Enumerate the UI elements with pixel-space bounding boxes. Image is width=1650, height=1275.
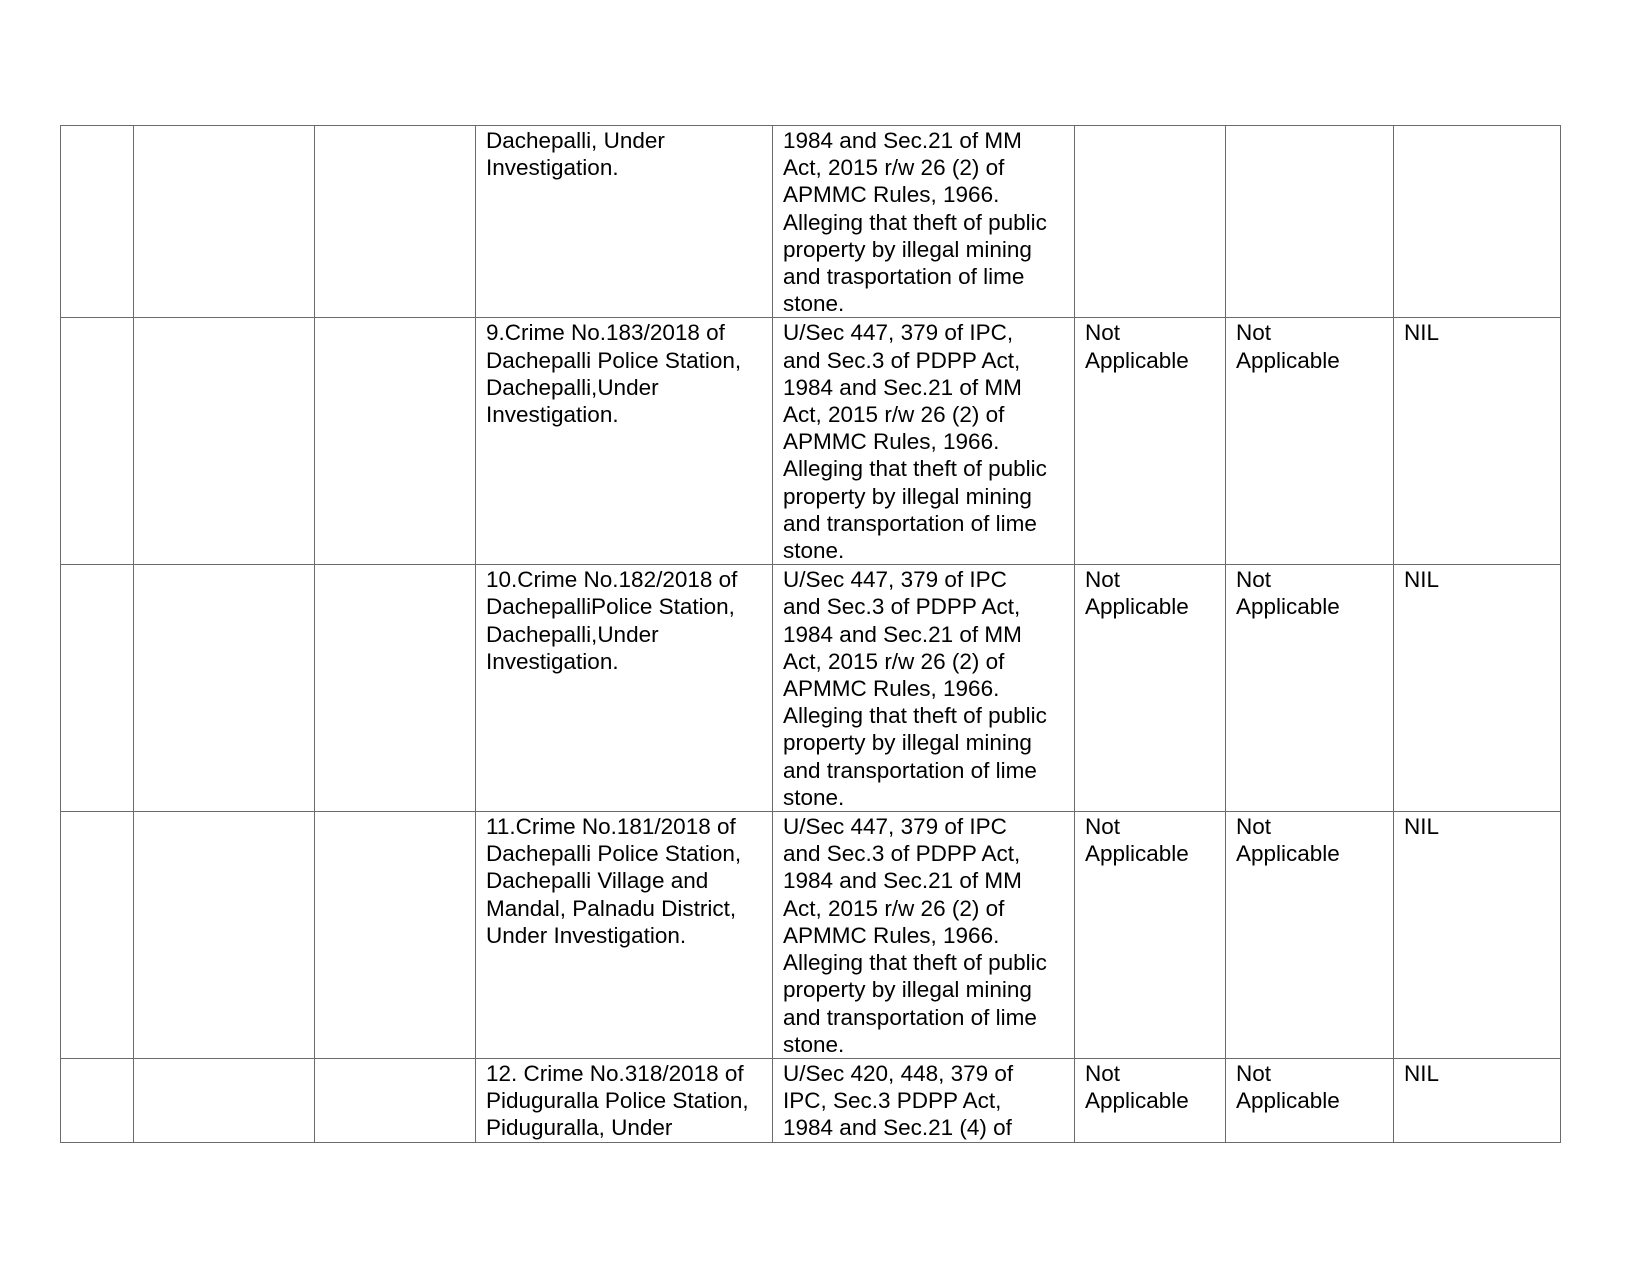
charges-cell — [1226, 126, 1394, 318]
empty-cell — [315, 126, 476, 318]
empty-cell — [315, 565, 476, 812]
sections-cell: U/Sec 447, 379 of IPC and Sec.3 of PDPP Act, 1984 and Sec.21 of MM Act, 2015 r/w 26 (2) of APMMC Rules, 1966. Alleging that theft of public property by illegal mining and transportation of lime stone. — [773, 812, 1075, 1059]
remarks-cell: NIL — [1394, 1058, 1561, 1142]
empty-cell — [315, 318, 476, 565]
cognizance-cell: Not Applicable — [1075, 1058, 1226, 1142]
empty-cell — [134, 565, 315, 812]
empty-cell — [134, 126, 315, 318]
empty-cell — [61, 565, 134, 812]
cognizance-cell: Not Applicable — [1075, 812, 1226, 1059]
empty-cell — [61, 318, 134, 565]
remarks-cell: NIL — [1394, 812, 1561, 1059]
case-details-cell: Dachepalli, Under Investigation. — [476, 126, 773, 318]
cognizance-cell — [1075, 126, 1226, 318]
case-details-cell: 11.Crime No.181/2018 of Dachepalli Police Station, Dachepalli Village and Mandal, Palnadu District, Under Investigation. — [476, 812, 773, 1059]
case-details-cell: 9.Crime No.183/2018 of Dachepalli Police Station, Dachepalli,Under Investigation. — [476, 318, 773, 565]
charges-cell: Not Applicable — [1226, 812, 1394, 1059]
case-details-table — [60, 125, 1561, 1143]
table-row — [61, 126, 1561, 318]
sections-cell: U/Sec 447, 379 of IPC, and Sec.3 of PDPP Act, 1984 and Sec.21 of MM Act, 2015 r/w 26 (2) of APMMC Rules, 1966. Alleging that theft of public property by illegal mining and transportation of lime stone. — [773, 318, 1075, 565]
cognizance-cell: Not Applicable — [1075, 565, 1226, 812]
empty-cell — [315, 1058, 476, 1142]
case-details-cell: 10.Crime No.182/2018 of DachepalliPolice Station, Dachepalli,Under Investigation. — [476, 565, 773, 812]
empty-cell — [134, 318, 315, 565]
empty-cell — [315, 812, 476, 1059]
remarks-cell — [1394, 126, 1561, 318]
charges-cell: Not Applicable — [1226, 565, 1394, 812]
sections-cell: U/Sec 447, 379 of IPC and Sec.3 of PDPP Act, 1984 and Sec.21 of MM Act, 2015 r/w 26 (2) of APMMC Rules, 1966. Alleging that theft of public property by illegal mining and transportation of lime stone. — [773, 565, 1075, 812]
table-row — [61, 812, 1561, 1059]
empty-cell — [61, 1058, 134, 1142]
table-row — [61, 1058, 1561, 1142]
empty-cell — [61, 812, 134, 1059]
empty-cell — [61, 126, 134, 318]
sections-cell: U/Sec 420, 448, 379 of IPC, Sec.3 PDPP Act, 1984 and Sec.21 (4) of — [773, 1058, 1075, 1142]
remarks-cell: NIL — [1394, 565, 1561, 812]
cognizance-cell: Not Applicable — [1075, 318, 1226, 565]
empty-cell — [134, 812, 315, 1059]
table-row — [61, 565, 1561, 812]
table-row — [61, 318, 1561, 565]
charges-cell: Not Applicable — [1226, 1058, 1394, 1142]
charges-cell: Not Applicable — [1226, 318, 1394, 565]
empty-cell — [134, 1058, 315, 1142]
sections-cell: 1984 and Sec.21 of MM Act, 2015 r/w 26 (2) of APMMC Rules, 1966. Alleging that theft of public property by illegal mining and trasportation of lime stone. — [773, 126, 1075, 318]
remarks-cell: NIL — [1394, 318, 1561, 565]
case-details-cell: 12. Crime No.318/2018 of Piduguralla Police Station, Piduguralla, Under — [476, 1058, 773, 1142]
